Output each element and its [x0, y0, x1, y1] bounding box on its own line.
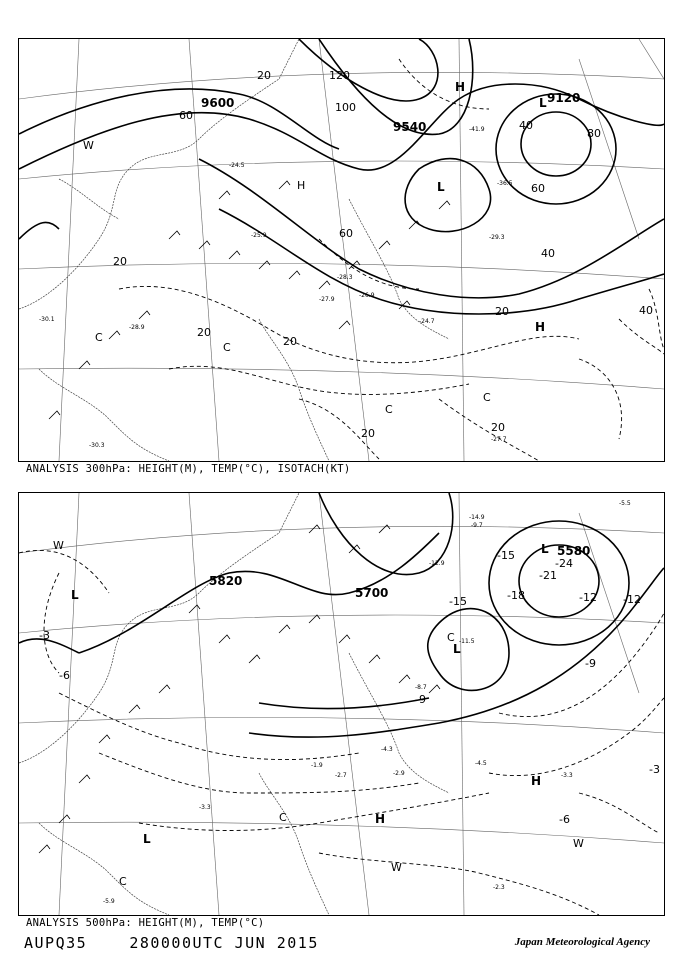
temp-label: -28.3	[337, 274, 353, 281]
center-label: C	[385, 403, 393, 416]
center-label: C	[119, 875, 127, 888]
valid-time: 280000UTC JUN 2015	[129, 934, 319, 952]
temp-label: -28.9	[129, 324, 145, 331]
isotach-label: 80	[587, 127, 601, 140]
temp-contour-label: -9	[585, 657, 596, 670]
temp-label: -25.9	[251, 232, 267, 239]
center-label: C	[223, 341, 231, 354]
isotach-label: 20	[197, 326, 211, 339]
isotach-label: 60	[179, 109, 193, 122]
map-300hpa-svg	[19, 39, 664, 461]
temp-contour-label: -12	[623, 593, 641, 606]
temp-label: -30.3	[89, 442, 105, 449]
temp-contour-labels-500	[39, 549, 660, 826]
isotach-label: 40	[541, 247, 555, 260]
temp-contour-label: -21	[539, 569, 557, 582]
center-label: C	[95, 331, 103, 344]
obs-label: -11.5	[459, 638, 475, 645]
temp-label: -27.9	[319, 296, 335, 303]
center-label: C	[447, 631, 455, 644]
obs-label: -1.9	[311, 762, 323, 769]
centers-500	[53, 539, 584, 888]
chart-id	[24, 934, 319, 952]
isotach-labels-300	[113, 69, 653, 440]
isotach-label: 20	[495, 305, 509, 318]
isotach-label: 40	[639, 304, 653, 317]
center-label: W	[53, 539, 64, 552]
center-label: L	[539, 96, 547, 110]
temp-contour-label: -15	[449, 595, 467, 608]
isotach-label: 20	[113, 255, 127, 268]
isotach-label: 60	[339, 227, 353, 240]
temp-contour-label: -9	[415, 693, 426, 706]
temp-contours-500	[19, 550, 664, 915]
isotachs-300	[119, 59, 664, 461]
obs-label: -9.7	[471, 522, 483, 529]
obs-label: -8.7	[415, 684, 427, 691]
obs-label: -4.5	[475, 760, 487, 767]
obs-label: -2.7	[335, 772, 347, 779]
center-label: L	[437, 180, 445, 194]
temp-label: -26.9	[359, 292, 375, 299]
height-label: 5580	[557, 544, 591, 558]
isotach-label: 100	[335, 101, 356, 114]
temp-contour-label: -3	[39, 629, 50, 642]
temp-contour-label: -18	[507, 589, 525, 602]
obs-label: -3.3	[561, 772, 573, 779]
obs-label: -2.3	[493, 884, 505, 891]
caption-300hpa: ANALYSIS 300hPa: HEIGHT(M), TEMP(°C), ISOTACH(KT)	[26, 463, 351, 475]
height-label: 9120	[547, 91, 581, 105]
center-label: L	[541, 542, 549, 556]
obs-label: -14.9	[469, 514, 485, 521]
center-label: H	[375, 812, 386, 826]
temp-contour-label: -6	[559, 813, 570, 826]
temp-label: -27.7	[491, 436, 507, 443]
coastlines	[19, 493, 449, 915]
temp-label: -30.1	[39, 316, 55, 323]
map-300hpa	[18, 38, 665, 462]
center-label: H	[455, 80, 466, 94]
center-label: W	[391, 861, 402, 874]
temp-contour-label: -3	[649, 763, 660, 776]
isotach-label: 20	[491, 421, 505, 434]
center-label: W	[83, 139, 94, 152]
temp-contour-label: -15	[497, 549, 515, 562]
isotach-label: 120	[329, 69, 350, 82]
temp-label: -24.5	[229, 162, 245, 169]
height-label: 9540	[393, 120, 427, 134]
center-label: L	[71, 588, 79, 602]
isotach-label: 60	[531, 182, 545, 195]
height-label: 5820	[209, 574, 243, 588]
isotach-label: 20	[257, 69, 271, 82]
isotach-label: 20	[361, 427, 375, 440]
temp-contour-label: -12	[579, 591, 597, 604]
center-label: H	[535, 320, 546, 334]
map-500hpa-svg	[19, 493, 664, 915]
center-label: L	[143, 832, 151, 846]
obs-label: -5.9	[103, 898, 115, 905]
height-labels-500	[209, 544, 590, 600]
obs-label: -3.3	[199, 804, 211, 811]
temp-contour-label: -24	[555, 557, 573, 570]
temp-contour-label: -6	[59, 669, 70, 682]
center-label: C	[483, 391, 491, 404]
obs-label: -4.3	[381, 746, 393, 753]
temp-label: -29.3	[489, 234, 505, 241]
center-label: W	[573, 837, 584, 850]
center-label: L	[453, 642, 461, 656]
caption-500hpa: ANALYSIS 500hPa: HEIGHT(M), TEMP(°C)	[26, 917, 265, 929]
center-label: H	[531, 774, 542, 788]
agency-name: Japan Meteorological Agency	[514, 936, 650, 948]
isotach-label: 40	[519, 119, 533, 132]
temp-label: -24.7	[419, 318, 435, 325]
chart-code: AUPQ35	[24, 934, 88, 952]
isotach-label: 20	[283, 335, 297, 348]
center-label: H	[297, 179, 306, 192]
obs-label: -5.5	[619, 500, 631, 507]
center-label: C	[279, 811, 287, 824]
temp-label: -36.5	[497, 180, 513, 187]
height-label: 5700	[355, 586, 389, 600]
obs-label: -12.9	[429, 560, 445, 567]
obs-label: -2.9	[393, 770, 405, 777]
temp-label: -41.9	[469, 126, 485, 133]
map-500hpa	[18, 492, 665, 916]
wind-barbs-300	[49, 181, 450, 419]
height-label: 9600	[201, 96, 235, 110]
